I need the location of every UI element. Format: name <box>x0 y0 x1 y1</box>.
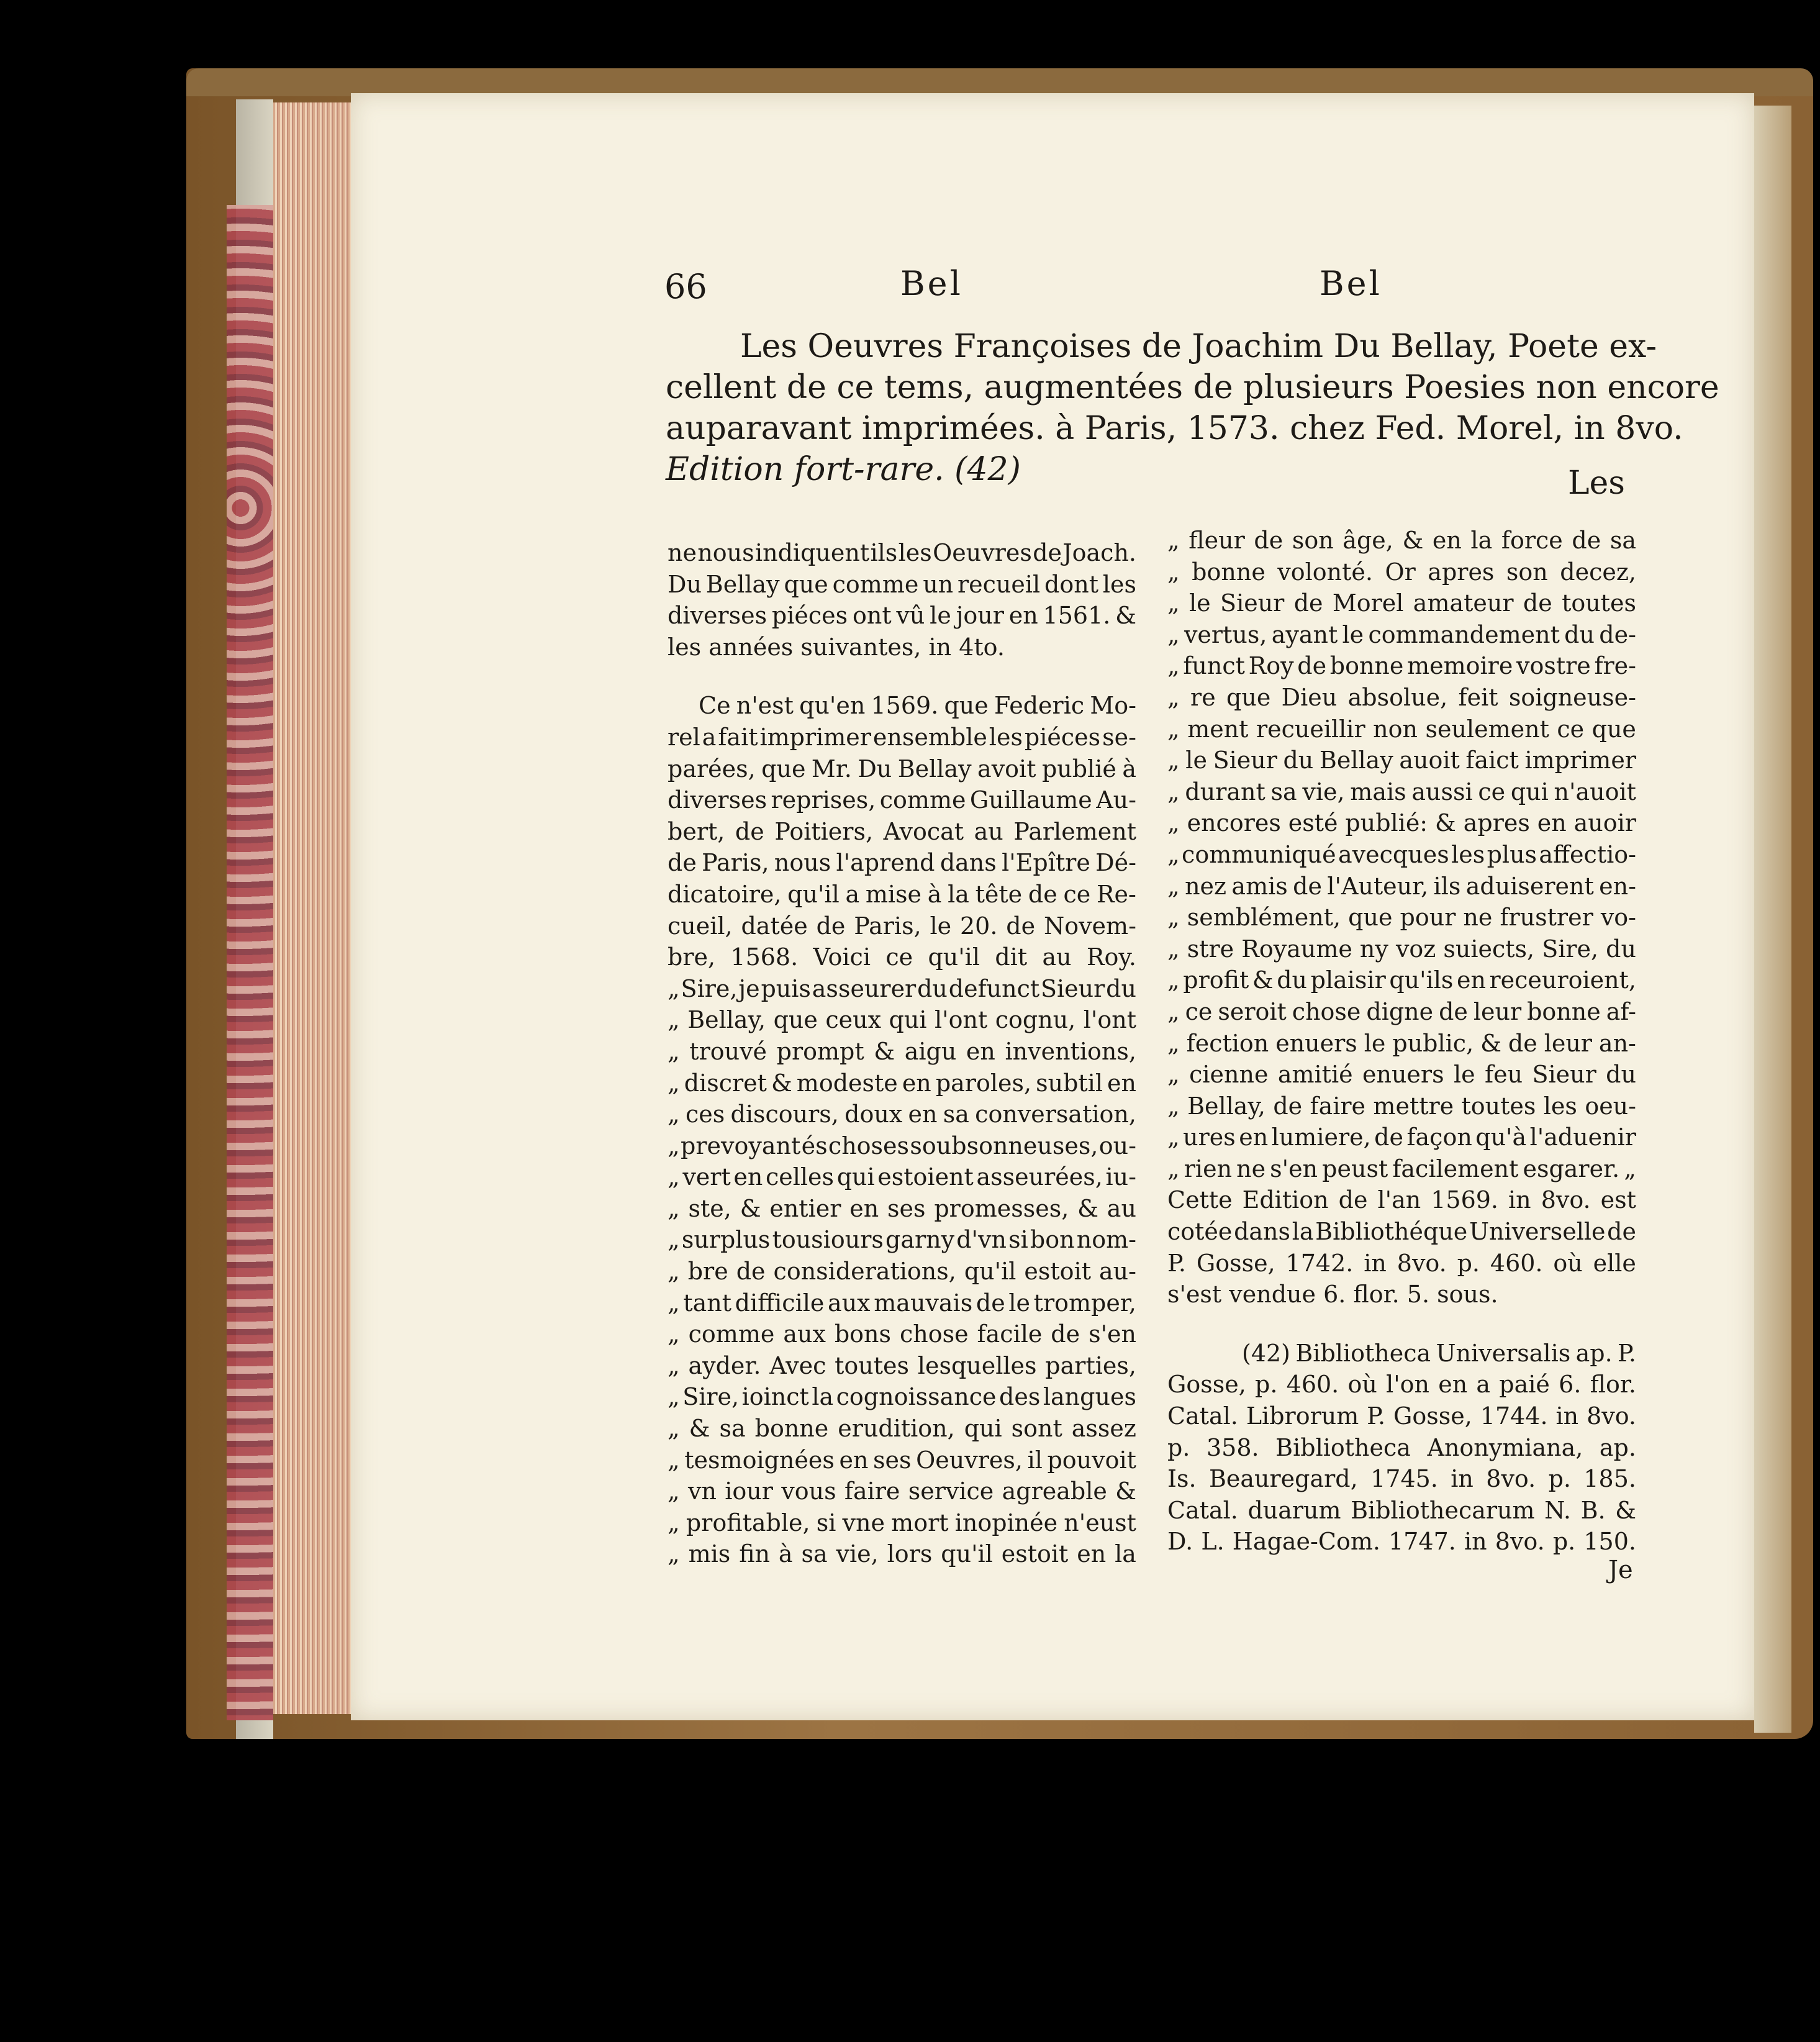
text-line: ne nous indiquent ils les Oeuvres de Joach. <box>668 539 1136 566</box>
facing-page-edge <box>1754 106 1791 1733</box>
text-line: „ le Sieur de Morel amateur de toutes <box>1167 589 1636 617</box>
intro-paragraph <box>666 326 1719 490</box>
text-line: cueil, datée de Paris, le 20. de Novem- <box>668 912 1136 940</box>
text-line: „ tesmoignées en ses Oeuvres, il pouvoit <box>668 1446 1136 1474</box>
text-line: „ funct Roy de bonne memoire vostre fre- <box>1167 652 1636 680</box>
text-line: dicatoire, qu'il a mise à la tête de ce Re- <box>668 880 1136 908</box>
footnote-line: Catal. Librorum P. Gosse, 1744. in 8vo. <box>1167 1402 1636 1430</box>
text-line: „ vn iour vous faire service agreable & <box>668 1477 1136 1505</box>
intro-line: cellent de ce tems, augmentées de plusieurs Poesies non encore <box>666 369 1719 406</box>
catchword-bottom: Je <box>1608 1556 1633 1584</box>
text-line: „ profit & du plaisir qu'ils en receuroient, <box>1167 966 1636 994</box>
text-line: diverses piéces ont vû le jour en 1561. & <box>668 602 1136 630</box>
footnote-line: Is. Beauregard, 1745. in 8vo. p. 185. <box>1167 1465 1636 1493</box>
text-line: cotée dans la Bibliothéque Universelle de <box>1167 1218 1636 1246</box>
text-line: Ce n'est qu'en 1569. que Federic Mo- <box>699 692 1136 720</box>
text-line: „ ste, & entier en ses promesses, & au <box>668 1194 1136 1222</box>
intro-line: auparavant imprimées. à Paris, 1573. chez Fed. Morel, in 8vo. <box>666 410 1683 447</box>
text-line: „ profitable, si vne mort inopinée n'eust <box>668 1509 1136 1536</box>
text-line: „ encores esté publié: & apres en auoir <box>1167 809 1636 837</box>
text-line: diverses reprises, comme Guillaume Au- <box>668 786 1136 814</box>
text-line: P. Gosse, 1742. in 8vo. p. 460. où elle <box>1167 1249 1636 1277</box>
text-line: „ ment recueillir non seulement ce que <box>1167 715 1636 743</box>
cover-top-edge <box>186 68 1813 96</box>
text-line: rel a fait imprimer ensemble les piéces se- <box>668 723 1136 751</box>
text-line: „ re que Dieu absolue, feit soigneuse- <box>1167 683 1636 711</box>
text-line: „ vert en celles qui estoient asseurées, iu- <box>668 1163 1136 1191</box>
text-line: parées, que Mr. Du Bellay avoit publié à <box>668 755 1136 783</box>
text-line: „ comme aux bons chose facile de s'en <box>668 1320 1136 1348</box>
text-line: bert, de Poitiers, Avocat au Parlement <box>668 817 1136 845</box>
text-line: „ bonne volonté. Or apres son decez, <box>1167 558 1636 586</box>
text-line: „ ayder. Avec toutes lesquelles parties, <box>668 1351 1136 1379</box>
text-line: s'est vendue 6. flor. 5. sous. <box>1167 1281 1498 1309</box>
text-line: les années suivantes, in 4to. <box>668 633 1005 661</box>
text-line: „ ce seroit chose digne de leur bonne af- <box>1167 997 1636 1025</box>
text-line: „ prevoyant és choses soubsonneuses, ou- <box>668 1132 1136 1159</box>
text-line: „ ces discours, doux en sa conversation, <box>668 1100 1136 1128</box>
text-line: „ durant sa vie, mais aussi ce qui n'auoit <box>1167 778 1636 805</box>
text-line: de Paris, nous l'aprend dans l'Epître Dé- <box>668 849 1136 877</box>
text-line: „ fleur de son âge, & en la force de sa <box>1167 527 1636 554</box>
text-line: „ stre Royaume ny voz suiects, Sire, du <box>1167 935 1636 963</box>
text-line: „ Bellay, de faire mettre toutes les oeu- <box>1167 1092 1636 1120</box>
right-column <box>1167 525 1636 1558</box>
left-column <box>668 537 1136 1570</box>
footnote-line: p. 358. Bibliotheca Anonymiana, ap. <box>1167 1433 1636 1461</box>
text-line: „ le Sieur du Bellay auoit faict imprimer <box>1167 746 1636 774</box>
text-line: „ communiqué avecques les plus affectio- <box>1167 840 1636 868</box>
text-line: „ & sa bonne erudition, qui sont assez <box>668 1415 1136 1443</box>
footnote-line: Catal. duarum Bibliothecarum N. B. & <box>1167 1496 1636 1524</box>
text-line: „ nez amis de l'Auteur, ils aduiserent en- <box>1167 872 1636 900</box>
text-line: „ cienne amitié enuers le feu Sieur du <box>1167 1061 1636 1089</box>
intro-line: Edition fort-rare. (42) <box>666 451 1021 488</box>
text-line: „ ures en lumiere, de façon qu'à l'aduenir <box>1167 1123 1636 1151</box>
running-head-left: Bel <box>900 264 963 303</box>
text-line: „ Sire, ioinct la cognoissance des langues <box>668 1383 1136 1411</box>
text-line: „ vertus, ayant le commandement du de- <box>1167 620 1636 648</box>
footnote-line: (42) Bibliotheca Universalis ap. P. <box>1242 1339 1636 1367</box>
marbled-endpaper <box>227 205 273 1720</box>
text-line: bre, 1568. Voici ce qu'il dit au Roy. <box>668 943 1136 971</box>
text-line: „ trouvé prompt & aigu en inventions, <box>668 1037 1136 1065</box>
text-line: „ Sire, je puis asseurer du defunct Sieur du <box>668 974 1136 1002</box>
text-line: „ Bellay, que ceux qui l'ont cognu, l'ont <box>668 1006 1136 1034</box>
intro-line: Les Oeuvres Françoises de Joachim Du Bellay, Poete ex- <box>740 328 1657 365</box>
text-line: „ fection enuers le public, & de leur an- <box>1167 1029 1636 1057</box>
page-stack-edge <box>273 102 354 1714</box>
running-head-right: Bel <box>1320 264 1382 303</box>
page-number: 66 <box>664 267 707 306</box>
text-line: „ rien ne s'en peust facilement esgarer. „ <box>1167 1155 1636 1182</box>
text-line: „ discret & modeste en paroles, subtil en <box>668 1069 1136 1097</box>
catchword-top: Les <box>1568 465 1625 502</box>
text-line: Cette Edition de l'an 1569. in 8vo. est <box>1167 1186 1636 1214</box>
footnote-line: Gosse, p. 460. où l'on en a paié 6. flor. <box>1167 1371 1636 1399</box>
text-line: „ tant difficile aux mauvais de le tromper, <box>668 1289 1136 1317</box>
text-line: „ semblément, que pour ne frustrer vo- <box>1167 904 1636 932</box>
footnote-line: D. L. Hagae-Com. 1747. in 8vo. p. 150. <box>1167 1528 1636 1556</box>
text-line: „ mis fin à sa vie, lors qu'il estoit en la <box>668 1540 1136 1568</box>
text-line: „ bre de considerations, qu'il estoit au- <box>668 1258 1136 1286</box>
text-line: Du Bellay que comme un recueil dont les <box>668 570 1136 598</box>
text-line: „ surplus tousiours garny d'vn si bon nom- <box>668 1226 1136 1254</box>
